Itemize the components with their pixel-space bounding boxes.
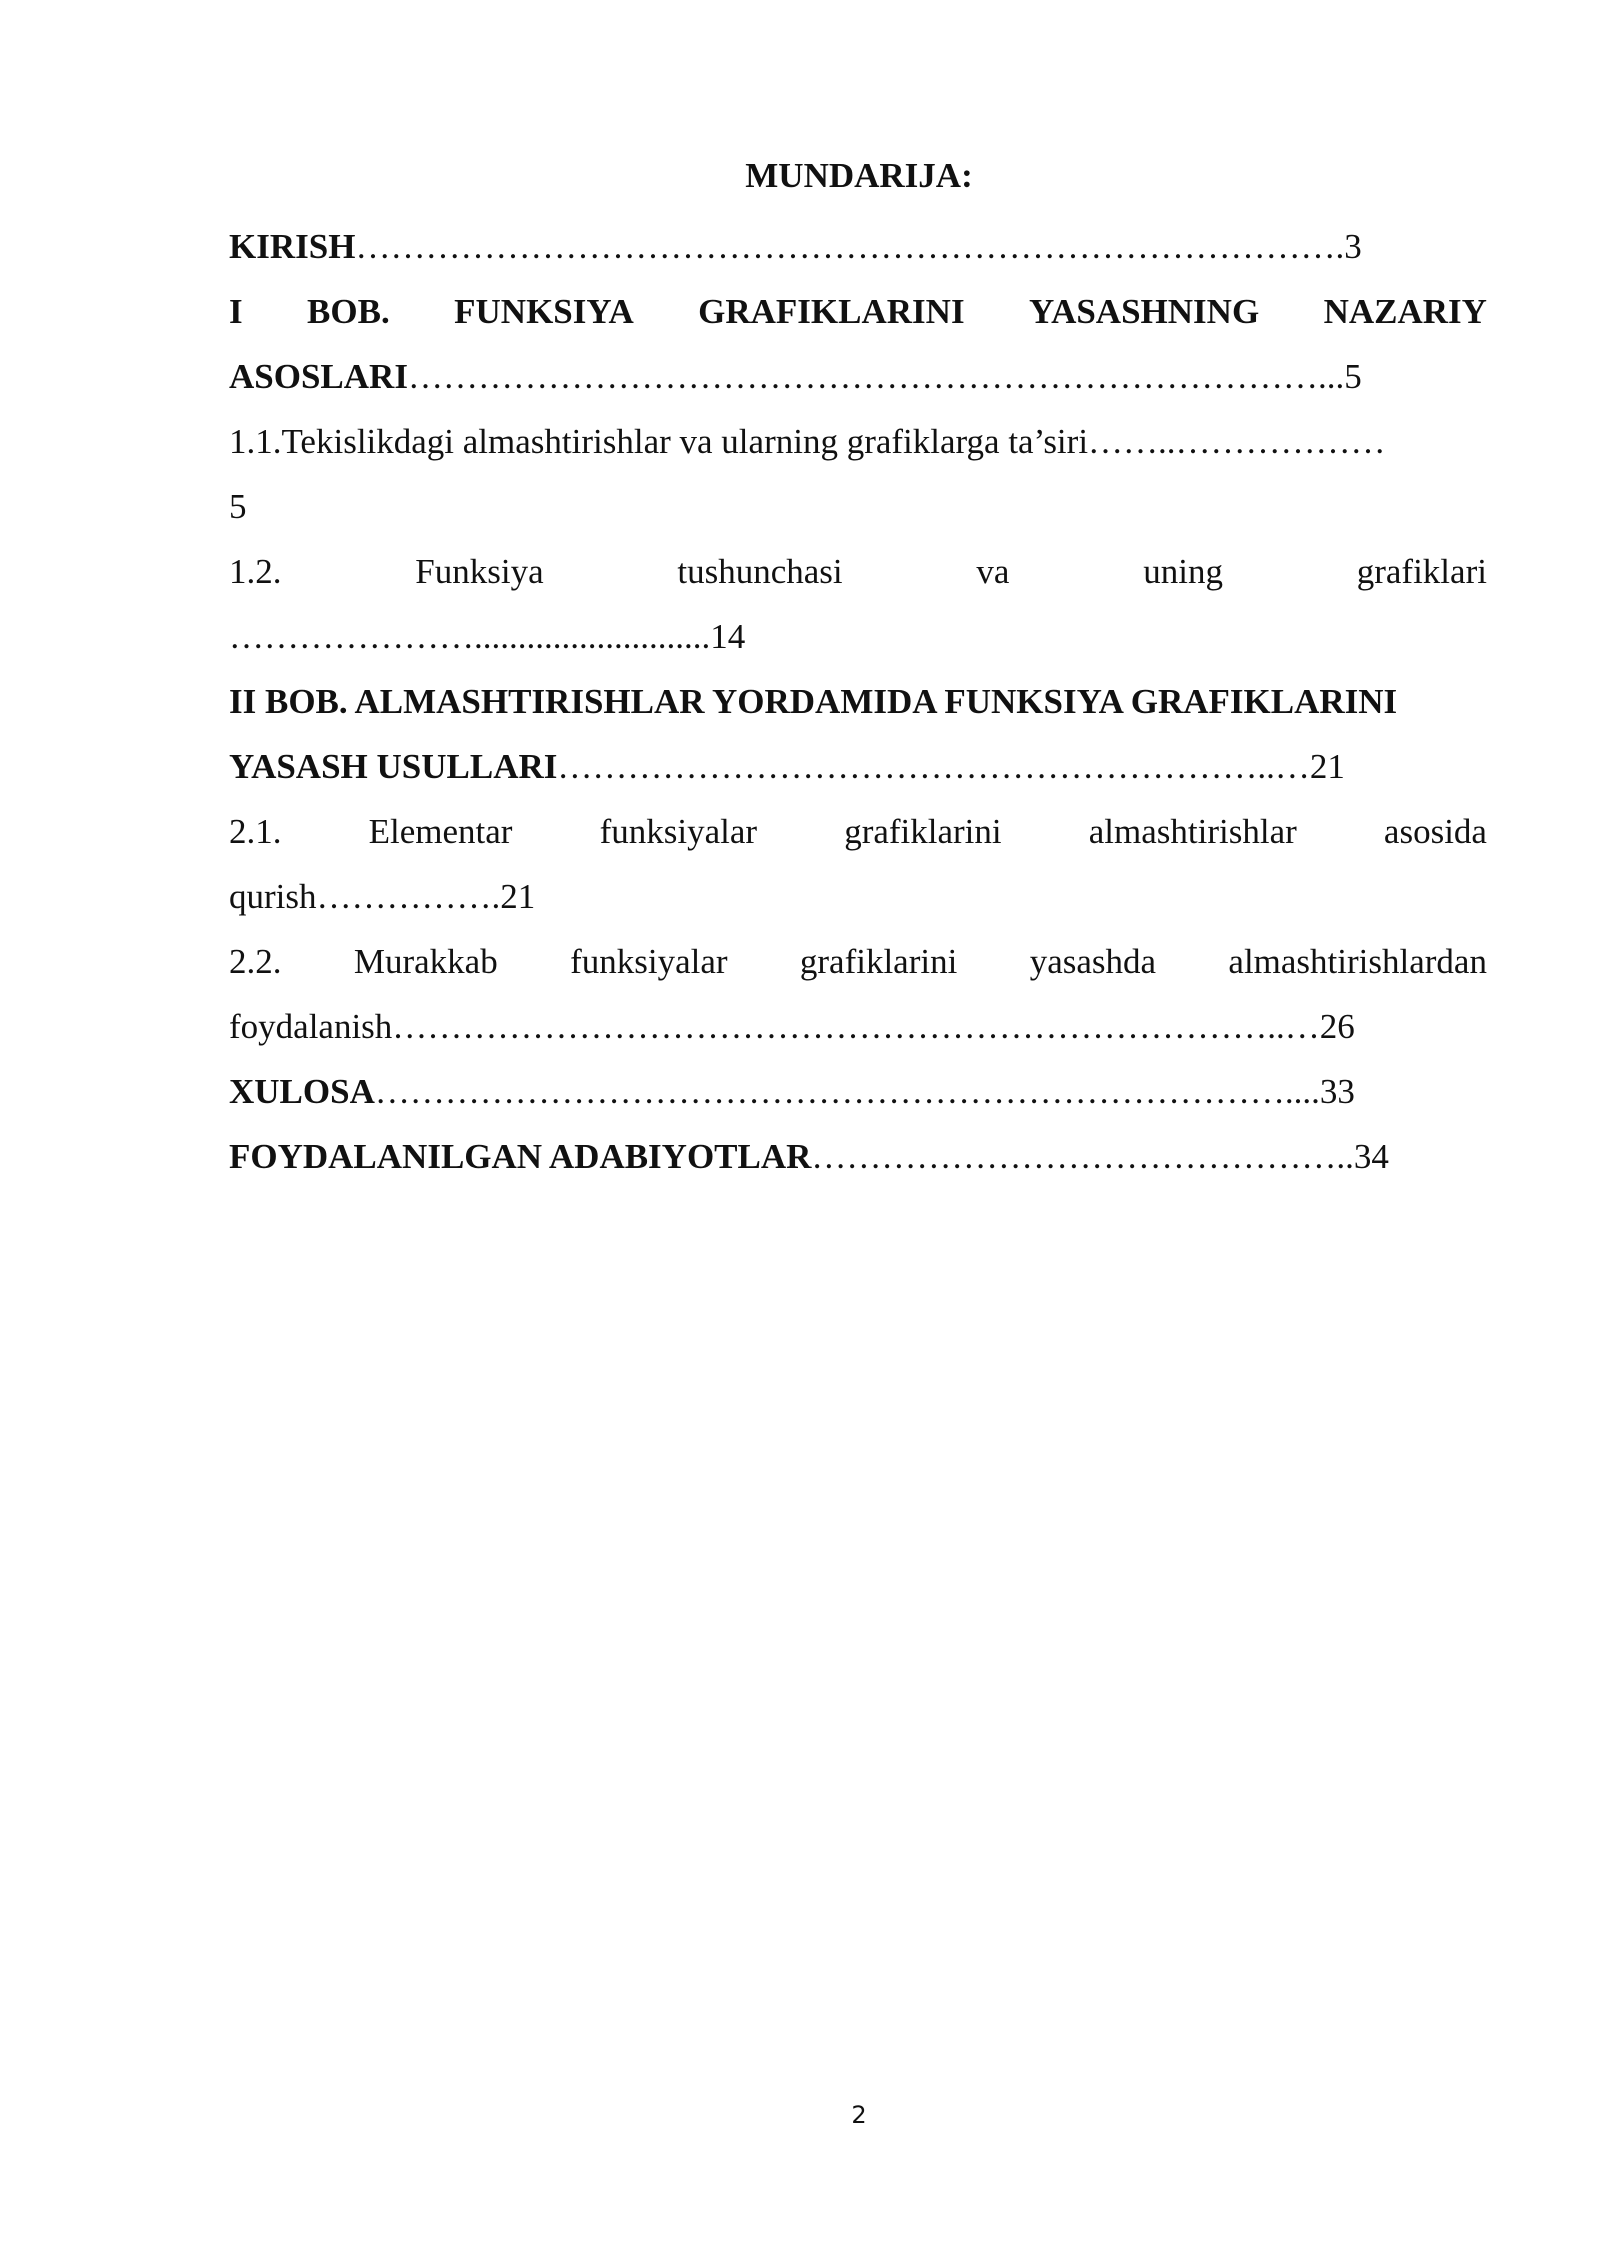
toc-word: FUNKSIYA bbox=[454, 292, 634, 331]
toc-word: grafiklari bbox=[1356, 552, 1487, 591]
toc-word: 2.1. bbox=[229, 812, 282, 851]
table-of-contents bbox=[229, 214, 1487, 1189]
toc-entry-chapter-1-line-2 bbox=[229, 344, 1487, 409]
toc-entry-chapter-1-line-1 bbox=[229, 279, 1487, 344]
toc-word: 1.2. bbox=[229, 552, 282, 591]
toc-leader-dots: ……..……………… bbox=[1088, 422, 1386, 461]
toc-word: funksiyalar bbox=[599, 812, 758, 851]
toc-entry-section-2-2-page bbox=[229, 994, 1487, 1059]
toc-word: 2.2. bbox=[229, 942, 282, 981]
toc-leader-dots: ……………………………………………………..… bbox=[557, 747, 1310, 786]
toc-entry-text: YASASH USULLARI bbox=[229, 747, 558, 786]
toc-word: BOB. bbox=[307, 292, 390, 331]
toc-leader-dots: …………………………………………………………………..… bbox=[392, 1007, 1320, 1046]
toc-page-number: 34 bbox=[1353, 1137, 1389, 1176]
toc-entry-text: II BOB. ALMASHTIRISHLAR YORDAMIDA FUNKSIYA GRAFIKLARINI bbox=[229, 682, 1398, 721]
toc-word: YASASHNING bbox=[1029, 292, 1260, 331]
toc-word: NAZARIY bbox=[1323, 292, 1487, 331]
toc-page-number: 26 bbox=[1319, 1007, 1355, 1046]
toc-entry-text: 1.1.Tekislikdagi almashtirishlar va ularning grafiklarga ta’siri bbox=[229, 422, 1089, 461]
toc-page-number: 21 bbox=[1309, 747, 1345, 786]
toc-word: Funksiya bbox=[415, 552, 544, 591]
toc-entry-section-1-1 bbox=[229, 409, 1487, 474]
toc-entry-section-1-2 bbox=[229, 539, 1487, 604]
toc-page-number: 5 bbox=[1344, 357, 1362, 396]
toc-word: almashtirishlar bbox=[1088, 812, 1297, 851]
toc-word: GRAFIKLARINI bbox=[698, 292, 965, 331]
toc-entry-text: XULOSA bbox=[229, 1072, 375, 1111]
toc-word: yasashda bbox=[1029, 942, 1157, 981]
toc-entry-kirish bbox=[229, 214, 1487, 279]
toc-word: almashtirishlardan bbox=[1228, 942, 1487, 981]
toc-word: asosida bbox=[1383, 812, 1487, 851]
toc-word: Murakkab bbox=[353, 942, 498, 981]
toc-word: grafiklarini bbox=[844, 812, 1002, 851]
toc-page-number: 21 bbox=[500, 877, 536, 916]
toc-leader-dots: …………………………………………………………………………. bbox=[355, 227, 1345, 266]
toc-entry-chapter-2-line-2 bbox=[229, 734, 1487, 799]
toc-entry-section-2-2 bbox=[229, 929, 1487, 994]
toc-page-number: 5 bbox=[229, 487, 247, 526]
toc-page-number: 14 bbox=[710, 617, 746, 656]
toc-entry-chapter-2-line-1 bbox=[229, 669, 1487, 734]
toc-leader-dots: ……………. bbox=[316, 877, 501, 916]
toc-leader-dots: …………………………………………………………………….... bbox=[374, 1072, 1320, 1111]
toc-entry-text: ASOSLARI bbox=[229, 357, 408, 396]
toc-entry-section-2-1 bbox=[229, 799, 1487, 864]
toc-entry-text: KIRISH bbox=[229, 227, 356, 266]
page-title: MUNDARIJA: bbox=[745, 156, 973, 195]
toc-entry-xulosa bbox=[229, 1059, 1487, 1124]
toc-leader-dots: …………………........................... bbox=[229, 617, 711, 656]
toc-word: tushunchasi bbox=[677, 552, 843, 591]
toc-word: Elementar bbox=[368, 812, 513, 851]
toc-entry-section-1-2-page bbox=[229, 604, 1487, 669]
toc-word: I bbox=[229, 292, 243, 331]
toc-word: va bbox=[976, 552, 1010, 591]
toc-leader-dots: ……………………………………………………………………... bbox=[407, 357, 1345, 396]
page-number-footer: 2 bbox=[851, 2101, 867, 2129]
toc-entry-text: FOYDALANILGAN ADABIYOTLAR bbox=[229, 1137, 812, 1176]
toc-page-number: 33 bbox=[1319, 1072, 1355, 1111]
toc-page-number: 3 bbox=[1344, 227, 1362, 266]
toc-entry-references bbox=[229, 1124, 1487, 1189]
toc-word: funksiyalar bbox=[570, 942, 728, 981]
toc-word: uning bbox=[1143, 552, 1223, 591]
toc-word: grafiklarini bbox=[799, 942, 958, 981]
toc-entry-section-2-1-page bbox=[229, 864, 1487, 929]
toc-entry-text: foydalanish bbox=[229, 1007, 393, 1046]
toc-leader-dots: ……………………………………….. bbox=[811, 1137, 1354, 1176]
toc-entry-text: qurish bbox=[229, 877, 317, 916]
toc-entry-section-1-1-page bbox=[229, 474, 1487, 539]
